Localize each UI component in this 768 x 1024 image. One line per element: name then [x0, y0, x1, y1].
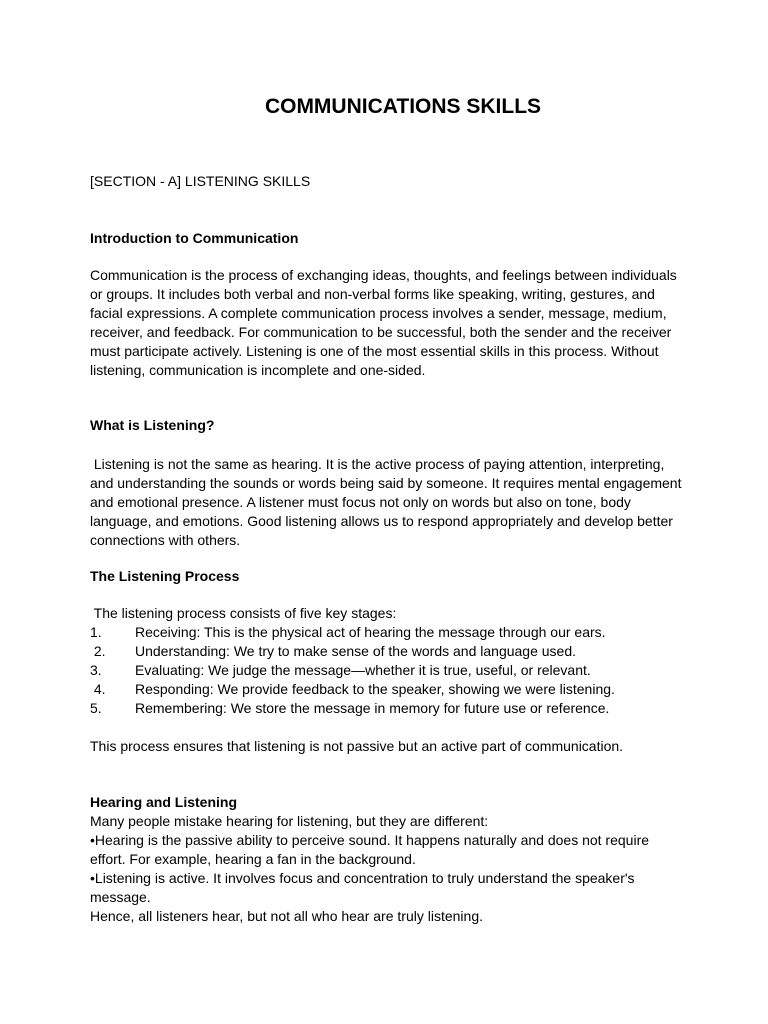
- text-line: effort. For example, hearing a fan in the background.: [90, 851, 416, 867]
- list-item: [90, 623, 690, 642]
- list-item-number: 4.: [90, 681, 106, 697]
- intro-paragraph: Communication is the process of exchanging ideas, thoughts, and feelings between individuals or groups. It includes both verbal and non-verbal forms like speaking, writing, gestures, and facial expressions. A complete communication process involves a sender, message, medium, receiver, and feedback. For communication to be successful, both the sender and the receiver must participate actively. Listening is one of the most essential skills in this process. Without listening, communication is incomplete and one-sided.: [90, 267, 677, 378]
- list-item-number: 5.: [90, 700, 102, 716]
- section-label: [SECTION - A] LISTENING SKILLS: [90, 173, 311, 189]
- list-item-text: Receiving: This is the physical act of hearing the message through our ears.: [135, 624, 606, 640]
- list-item-text: Responding: We provide feedback to the speaker, showing we were listening.: [135, 681, 615, 697]
- document-title: COMMUNICATIONS SKILLS: [264, 95, 542, 118]
- listening-process-intro: The listening process consists of five key stages:: [90, 605, 397, 621]
- intro-heading: Introduction to Communication: [90, 230, 299, 246]
- hearing-and-listening-body: [90, 812, 690, 926]
- text-line: •Listening is active. It involves focus and concentration to truly understand the speaker's: [90, 870, 635, 886]
- list-item: [90, 642, 690, 661]
- hearing-and-listening-heading: Hearing and Listening: [90, 794, 238, 810]
- list-item-text: Evaluating: We judge the message—whether it is true, useful, or relevant.: [135, 662, 591, 678]
- what-is-listening-paragraph: Listening is not the same as hearing. It is the active process of paying attention, interpreting, and understanding the sounds or words being said by someone. It requires mental engagement and emotional presence. A listener must focus not only on words but also on tone, body language, and emotions. Good listening allows us to respond appropriately and develop better connections with others.: [90, 456, 686, 548]
- list-item: [90, 699, 690, 718]
- what-is-listening-heading: What is Listening?: [90, 417, 215, 433]
- text-line: message.: [90, 889, 151, 905]
- list-item-number: 1.: [90, 624, 102, 640]
- listening-stages-list: [90, 623, 690, 718]
- list-item-number: 2.: [90, 643, 106, 659]
- list-item-number: 3.: [90, 662, 102, 678]
- listening-process-heading: The Listening Process: [90, 568, 240, 584]
- listening-process-conclusion: This process ensures that listening is not passive but an active part of communication.: [90, 738, 624, 754]
- text-line: •Hearing is the passive ability to perceive sound. It happens naturally and does not require: [90, 832, 650, 848]
- list-item: [90, 661, 690, 680]
- list-item-text: Remembering: We store the message in memory for future use or reference.: [135, 700, 610, 716]
- text-line: Many people mistake hearing for listening, but they are different:: [90, 813, 489, 829]
- text-line: Hence, all listeners hear, but not all who hear are truly listening.: [90, 908, 483, 924]
- list-item: [90, 680, 690, 699]
- list-item-text: Understanding: We try to make sense of the words and language used.: [135, 643, 577, 659]
